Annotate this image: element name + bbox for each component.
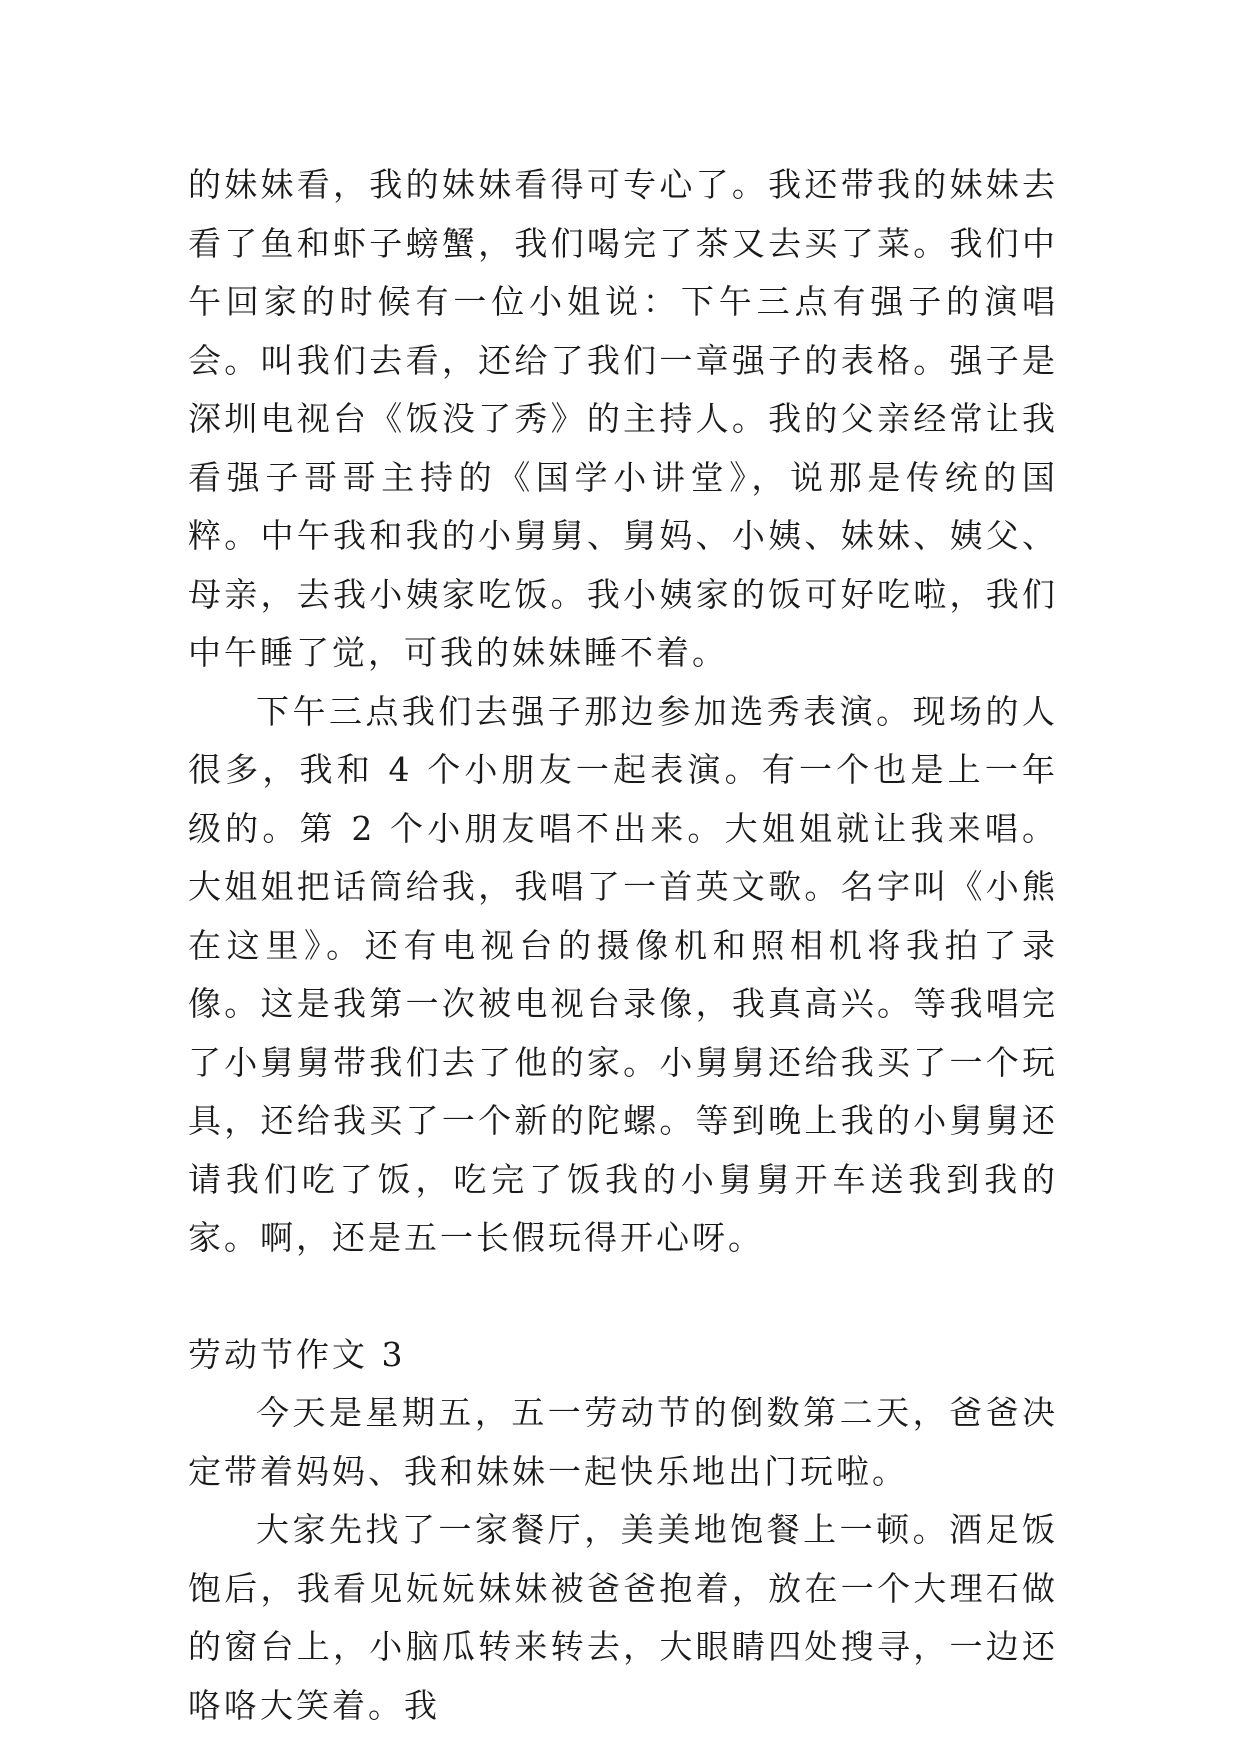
section-title: 劳动节作文 3 — [188, 1334, 406, 1374]
paragraph-4: 大家先找了一家餐厅，美美地饱餐上一顿。酒足饭饱后，我看见妧妧妹妹被爸爸抱着，放在一个大理石做的窗台上，小脑瓜转来转去，大眼睛四处搜寻，一边还咯咯大笑着。我 — [188, 1510, 1058, 1725]
paragraph-2: 下午三点我们去强子那边参加选秀表演。现场的人很多，我和 4 个小朋友一起表演。有一个也是上一年级的。第 2 个小朋友唱不出来。大姐姐就让我来唱。大姐姐把话筒给我，我唱了一首英文歌。名字叫《小熊在这里》。还有电视台的摄像机和照相机将我拍了录像。这是我第一次被电视台录像，我真高兴。等我唱完了小舅舅带我们去了他的家。小舅舅还给我买了一个玩具，还给我买了一个新的陀螺。等到晚上我的小舅舅还请我们吃了饭，吃完了饭我的小舅舅开车送我到我的家。啊，还是五一长假玩得开心呀。 — [188, 691, 1058, 1257]
document-page — [188, 156, 1058, 1735]
paragraph-1: 的妹妹看，我的妹妹看得可专心了。我还带我的妹妹去看了鱼和虾子螃蟹，我们喝完了茶又去买了菜。我们中午回家的时候有一位小姐说：下午三点有强子的演唱会。叫我们去看，还给了我们一章强子的表格。强子是深圳电视台《饭没了秀》的主持人。我的父亲经常让我看强子哥哥主持的《国学小讲堂》，说那是传统的国粹。中午我和我的小舅舅、舅妈、小姨、妹妹、姨父、母亲，去我小姨家吃饭。我小姨家的饭可好吃啦，我们中午睡了觉，可我的妹妹睡不着。 — [188, 165, 1058, 672]
paragraph-3: 今天是星期五，五一劳动节的倒数第二天，爸爸决定带着妈妈、我和妹妹一起快乐地出门玩啦。 — [188, 1393, 1058, 1491]
